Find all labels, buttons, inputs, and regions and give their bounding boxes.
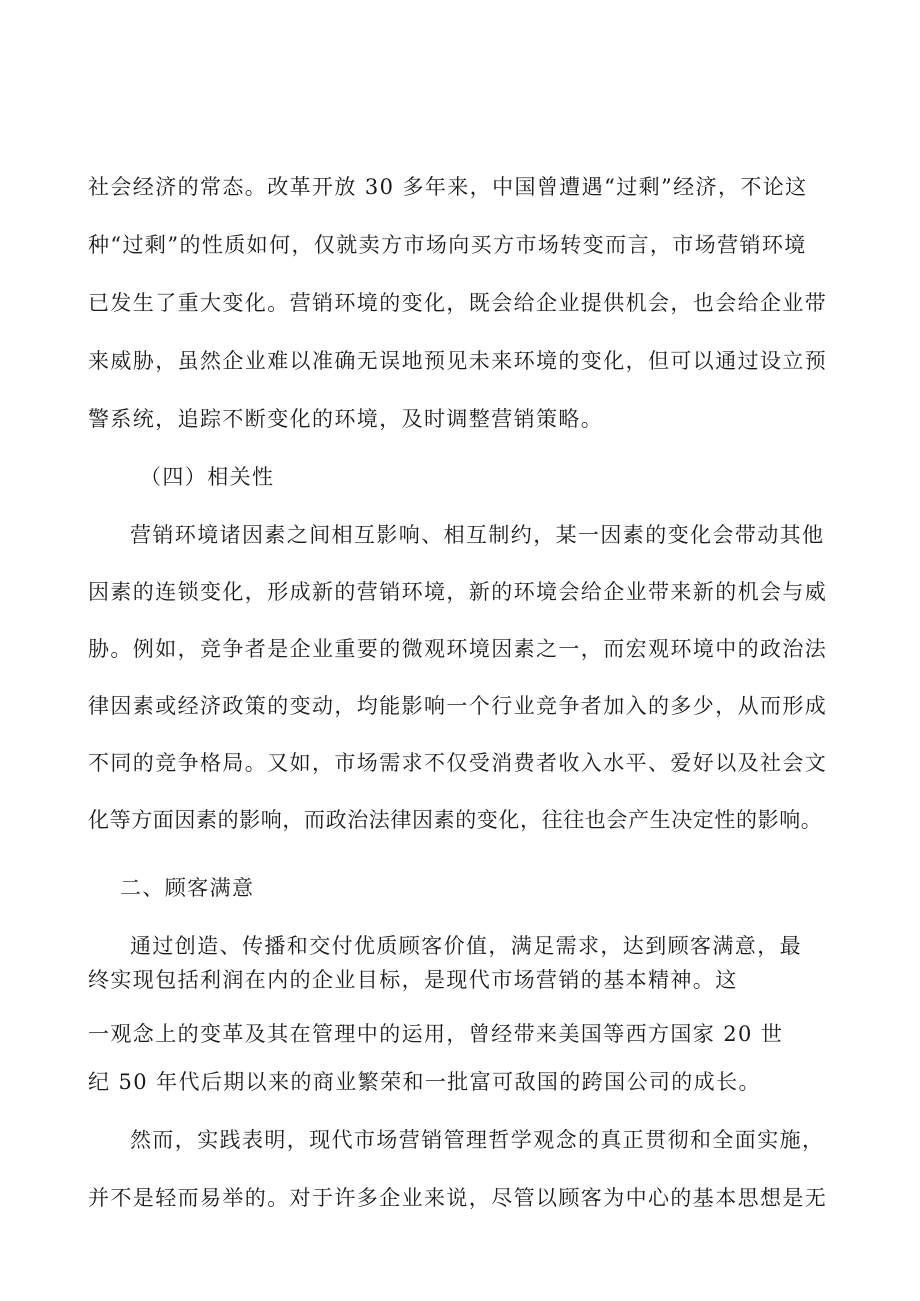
paragraph-line: 一观念上的变革及其在管理中的运用，曾经带来美国等西方国家 20 世 (88, 1022, 784, 1046)
paragraph-line: 并不是轻而易举的。对于许多企业来说，尽管以顾客为中心的基本思想是无 (88, 1186, 828, 1210)
paragraph-line: 然而，实践表明，现代市场营销管理哲学观念的真正贯彻和全面实施， (130, 1128, 825, 1152)
paragraph-line: 不同的竞争格局。又如，市场需求不仅受消费者收入水平、爱好以及社会文 (88, 751, 828, 775)
section-heading-relevance: （四）相关性 (140, 465, 275, 489)
paragraph-line: 社会经济的常态。改革开放 30 多年来，中国曾遭遇“过剩”经济，不论这 (88, 175, 808, 199)
paragraph-line: 律因素或经济政策的变动，均能影响一个行业竞争者加入的多少，从而形成 (88, 694, 828, 718)
paragraph-line: 通过创造、传播和交付优质顾客价值，满足需求，达到顾客满意，最 (130, 934, 802, 958)
paragraph-line: 营销环境诸因素之间相互影响、相互制约，某一因素的变化会带动其他 (130, 523, 825, 547)
paragraph-line: 纪 50 年代后期以来的商业繁荣和一批富可敌国的跨国公司的成长。 (88, 1070, 761, 1094)
paragraph-line: 种“过剩”的性质如何，仅就卖方市场向买方市场转变而言，市场营销环境 (88, 233, 807, 257)
paragraph-line: 警系统，追踪不断变化的环境，及时调整营销策略。 (88, 407, 604, 431)
paragraph-line: 终实现包括利润在内的企业目标，是现代市场营销的基本精神。这 (88, 968, 738, 992)
paragraph-line: 因素的连锁变化，形成新的营销环境，新的环境会给企业带来新的机会与威 (88, 580, 828, 604)
paragraph-line: 已发生了重大变化。营销环境的变化，既会给企业提供机会，也会给企业带 (88, 291, 828, 315)
section-heading-customer-satisfaction: 二、顾客满意 (120, 876, 255, 900)
paragraph-line: 来威胁，虽然企业难以准确无误地预见未来环境的变化，但可以通过设立预 (88, 349, 828, 373)
paragraph-line: 胁。例如，竞争者是企业重要的微观环境因素之一，而宏观环境中的政治法 (88, 637, 828, 661)
paragraph-line: 化等方面因素的影响，而政治法律因素的变化，往往也会产生决定性的影响。 (88, 808, 823, 832)
